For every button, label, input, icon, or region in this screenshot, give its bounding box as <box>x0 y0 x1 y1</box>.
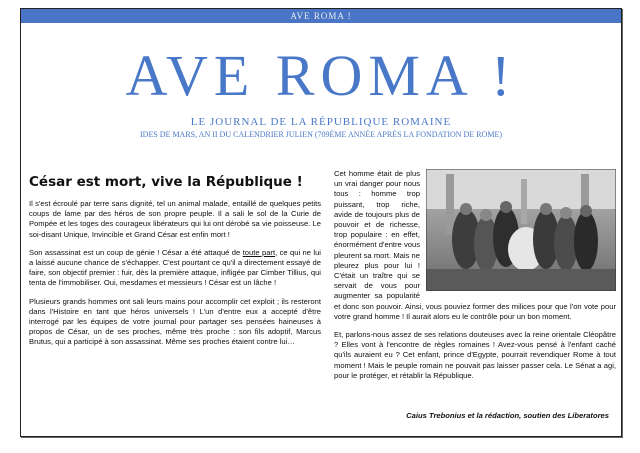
article-headline: César est mort, vive la République ! <box>29 174 303 190</box>
paragraph: Plusieurs grands hommes ont sali leurs mains pour accomplir cet exploit ; ils resteront dans l'Histoire en tant que héros universels ! L'un d'entre eux a accepté d'être interrogé par les équipes de votre journal pour partager ses pensées haineuses à propos de César, un de ses proches, même très proche : son fils adoptif, Marcus Brutus, qui a participé à son assassinat. Même ses proches étaient contre lui… <box>29 296 321 347</box>
underlined-text: toute part <box>242 247 276 257</box>
masthead-title: AVE ROMA ! <box>125 43 517 108</box>
paragraph: Son assassinat est un coup de génie ! César a été attaqué de toute part, ce qui ne lui a laissé aucune chance de s'échapper. C'est pourtant ce qu'il a directement essayé de faire, son objectif premier : fuir, dès la première attaque, infligée par Cimber Tillius, qui tenta de l'immobiliser. Oui, mesdames et messieurs ! César est un lâche ! <box>29 247 321 288</box>
engraving-assassination-icon <box>426 169 616 291</box>
paragraph: Et, parlons-nous assez de ses relations douteuses avec la reine orientale Cléopâtre ? Elles vont à l'encontre de règles romaines ! Avez-vous pensé à l'enfant caché qu'ils auraient eu ? Cet enfant, prince d'Egypte, pourrait revendiquer Rome à tout moment ! Mais le peuple romain ne pouvait pas laisser passer cela. Le Sénat a agi, pour le protéger, et rétablir la République. <box>334 330 616 380</box>
paragraph: Cet homme était de plus un vrai danger pour nous tous : homme trop puissant, trop riche, avide de toujours plus de pouvoir et de richesse, trop populaire : en effet, énormément d'entre vous pleurent sa mort. Mais ne pleurez plus pour lui ! C'était un traître qui se servait de vous pour augmenter sa popularité et donc son pouvoir. Ainsi, vous pouviez former des milices pour que l'on vote pour votre grand homme ! Il aurait alors eu le contrôle pour un bon moment. <box>334 169 616 321</box>
subtitle: LE JOURNAL DE LA RÉPUBLIQUE ROMAINE <box>190 116 452 128</box>
newspaper-page <box>20 8 622 437</box>
signature-line: Caius Trebonius et la rédaction, soutien des Liberatores <box>406 411 609 420</box>
top-banner: AVE ROMA ! <box>21 9 621 23</box>
paragraph: Il s'est écroulé par terre sans dignité, tel un animal malade, entaillé de quelques petits coups de lame par des héros de son propre peuple. Il a sali le sol de la Curie de Pompée et les toges des courageux libérateurs qui lui ont dérobé sa vie poisseuse. Le soi-disant Unique, Invincible et Grand César est enfin mort ! <box>29 199 321 239</box>
engraving-illustration <box>426 169 616 291</box>
column-left <box>29 199 321 356</box>
column-right <box>334 169 616 389</box>
dateline: IDES DE MARS, AN II DU CALENDRIER JULIEN (709ÈME ANNÉE APRÈS LA FONDATION DE ROME) <box>140 130 502 139</box>
